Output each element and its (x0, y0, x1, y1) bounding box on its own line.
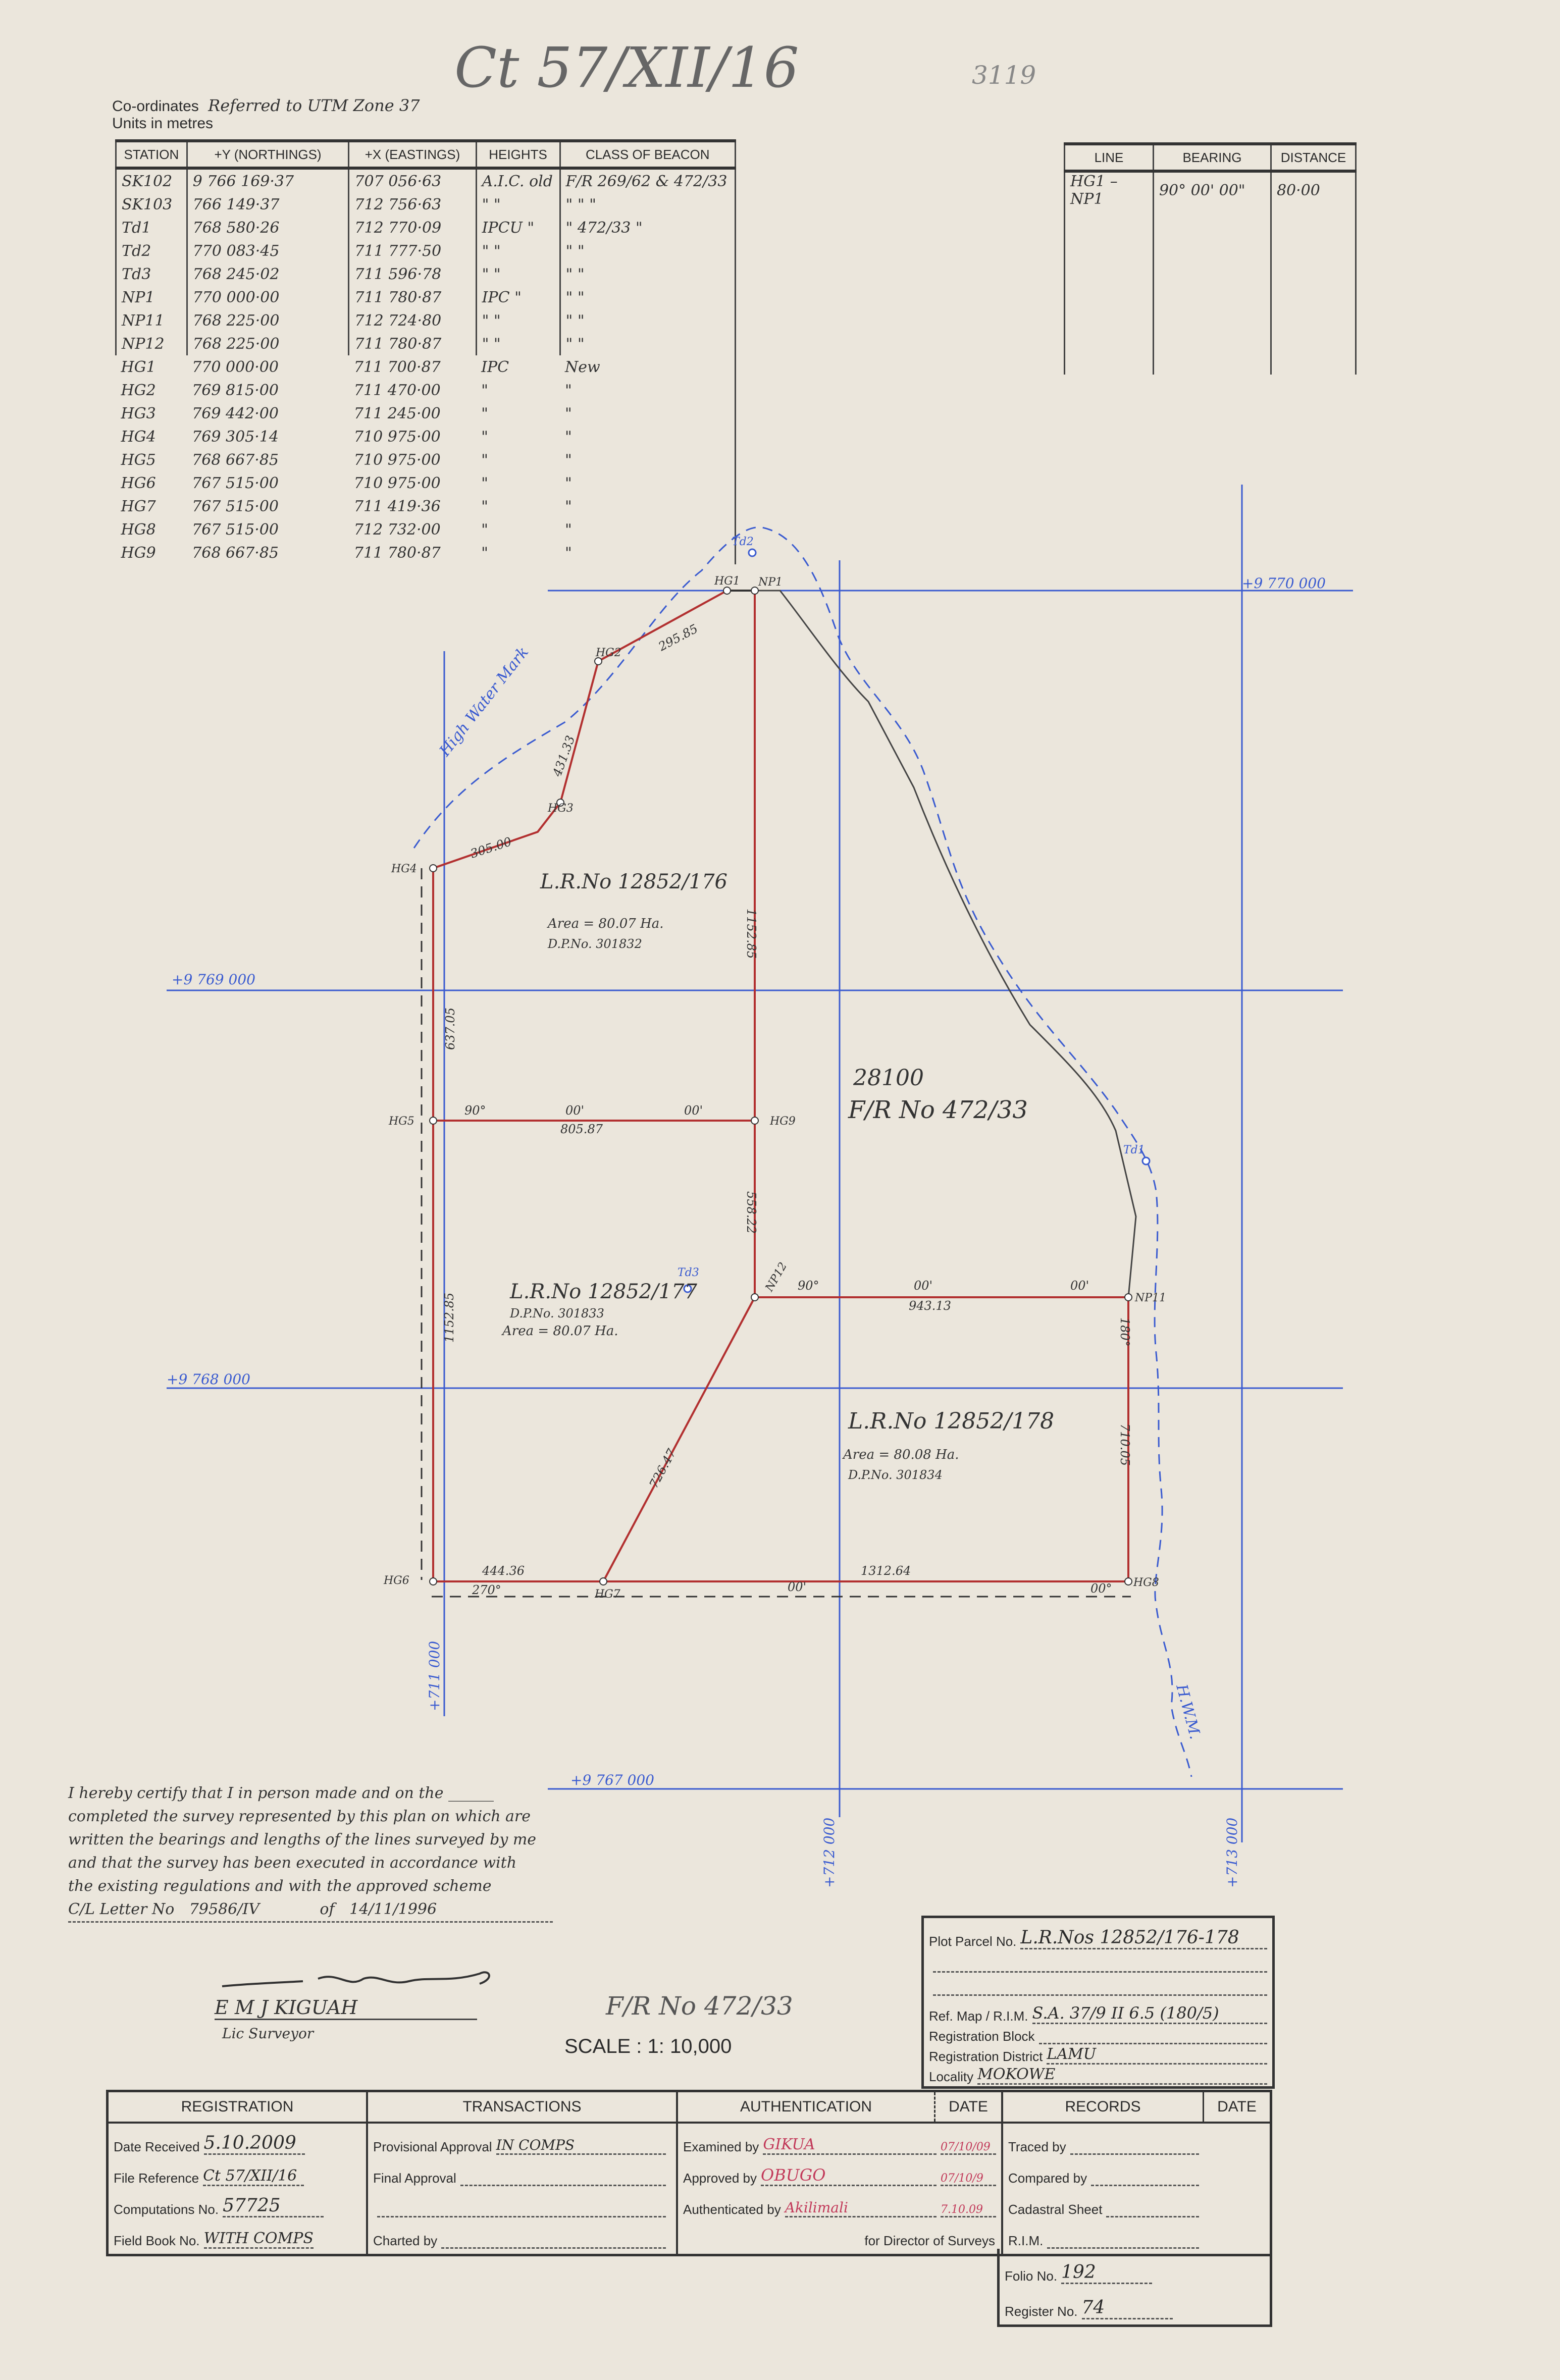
station-cell: NP1 (116, 286, 187, 309)
plan-scale: SCALE : 1: 10,000 (564, 2035, 732, 2057)
authentication-date-title: DATE (934, 2092, 1001, 2122)
compared-row (1003, 2155, 1270, 2186)
charted-value (441, 2247, 666, 2249)
reg-block-label: Registration Block (929, 2029, 1035, 2044)
final-approval-value (460, 2185, 666, 2186)
ref-map-value: S.A. 37/9 II 6.5 (180/5) (1032, 2003, 1268, 2024)
director-row (678, 2217, 1001, 2249)
of-label: of (320, 1900, 335, 1918)
folio-label: Folio No. (1005, 2268, 1058, 2284)
dim-hg2-hg3: 431.33 (550, 733, 578, 779)
coordinates-reference: Referred to UTM Zone 37 (208, 96, 420, 115)
sheet-number: 3119 (972, 61, 1036, 90)
height-cell: " " (476, 332, 560, 355)
station-cell: HG4 (121, 428, 156, 446)
certificate-line-5: the existing regulations and with the approved scheme (68, 1877, 492, 1895)
dashed-boundaries (422, 868, 1131, 1597)
field-book-value: WITH COMPS (204, 2230, 314, 2249)
station-cell: HG5 (121, 451, 156, 469)
provisional-row (368, 2124, 676, 2155)
col-line: LINE (1065, 144, 1154, 171)
date-received-value: 5.10.2009 (204, 2133, 305, 2155)
surveyor-certificate (68, 1782, 583, 1923)
plot-parcel-box (921, 1916, 1275, 2089)
records-date-title: DATE (1203, 2092, 1270, 2122)
beacon-class-cell: " (565, 381, 572, 399)
ref-map-label: Ref. Map / R.I.M. (929, 2008, 1028, 2024)
authentication-section (678, 2092, 1003, 2254)
parent-parcel-fr: F/R No 472/33 (848, 1096, 1028, 1124)
easting-cell: 710 975·00 (353, 451, 441, 469)
grid-lines (167, 485, 1353, 1842)
examined-by: GIKUA (763, 2136, 937, 2155)
plot-parcel-blank-1 (924, 1949, 1272, 1973)
beacon-class-cell: " (565, 428, 572, 446)
station-cell: Td3 (116, 262, 187, 286)
ref-map-row (924, 1996, 1272, 2024)
rim-label: R.I.M. (1008, 2233, 1044, 2248)
beacon-class-cell: " (565, 497, 572, 515)
station-np11 (1125, 1294, 1132, 1301)
label-hg3: HG3 (548, 802, 574, 815)
parcel-176-name: L.R.No 12852/176 (540, 870, 727, 893)
registration-title: REGISTRATION (109, 2092, 366, 2124)
col-station: STATION (116, 141, 187, 168)
final-approval-row (368, 2155, 676, 2186)
beacon-class-cell: " 472/33 " (560, 216, 736, 239)
parcel-176-area: Area = 80.07 Ha. (548, 916, 664, 931)
certificate-line-2: completed the survey represented by this plan on which are (68, 1808, 531, 1825)
examined-label: Examined by (683, 2139, 759, 2154)
easting-cell: 711 596·78 (349, 262, 476, 286)
easting-cell: 711 780·87 (349, 332, 476, 355)
station-td1 (1142, 1157, 1150, 1165)
beacon-class-cell: F/R 269/62 & 472/33 (560, 168, 736, 193)
dim-hg5-hg6: 1152.85 (442, 1292, 456, 1343)
approved-by: OBUGO (761, 2165, 937, 2186)
station-cell: HG1 (121, 358, 156, 376)
plot-parcel-value: L.R.Nos 12852/176-178 (1020, 1927, 1267, 1949)
station-hg5 (430, 1117, 437, 1124)
parent-parcel-boundary (755, 591, 1136, 1297)
height-cell: " (481, 451, 488, 469)
parent-parcel-number: 28100 (853, 1065, 924, 1091)
register-label: Register No. (1005, 2304, 1078, 2319)
folio-register-box (997, 2249, 1272, 2327)
col-northings: +Y (NORTHINGS) (187, 141, 349, 168)
dim-hg7-hg8: 1312.64 (861, 1564, 911, 1578)
northing-cell: 767 515·00 (192, 520, 279, 539)
high-water-mark-label: High Water Mark (436, 643, 533, 760)
northing-cell: 770 083·45 (187, 239, 349, 262)
bottom-block (106, 2090, 1272, 2256)
cl-letter-label: C/L Letter No (68, 1900, 175, 1918)
station-hg6 (430, 1578, 437, 1585)
authenticated-date: 7.10.09 (941, 2203, 996, 2217)
bearing-np12-np11-sec: 00' (1070, 1279, 1089, 1293)
locality-value: MOKOWE (977, 2066, 1267, 2085)
easting-cell: 711 419·36 (353, 497, 441, 515)
northing-cell: 768 245·02 (187, 262, 349, 286)
station-markers (430, 587, 1132, 1585)
traced-label: Traced by (1008, 2139, 1066, 2154)
parcel-177-name: L.R.No 12852/177 (510, 1280, 697, 1303)
col-eastings: +X (EASTINGS) (349, 141, 476, 168)
label-np1: NP1 (758, 576, 783, 589)
grid-label-e712: +712 000 (821, 1817, 838, 1888)
certificate-line-1: I hereby certify that I in person made and on the ______ (68, 1784, 494, 1802)
records-title: RECORDS (1065, 2098, 1141, 2115)
approved-label: Approved by (683, 2171, 757, 2186)
final-approval-label: Final Approval (373, 2171, 456, 2186)
northing-cell: 770 000·00 (187, 286, 349, 309)
parcel-178-deed: D.P.No. 301834 (848, 1468, 943, 1482)
height-cell: " (481, 497, 488, 515)
beacon-class-cell: " " (560, 332, 736, 355)
station-cell: HG6 (121, 474, 156, 492)
line-cell: HG1 – NP1 (1065, 171, 1154, 208)
label-hg4: HG4 (391, 863, 417, 875)
provisional-value: IN COMPS (496, 2137, 666, 2155)
beacon-class-cell: " " (560, 286, 736, 309)
beacon-class-cell: " " (560, 239, 736, 262)
bearing-hg5-hg9-min: 00' (565, 1103, 585, 1118)
certificate-line-4: and that the survey has been executed in accordance with (68, 1854, 517, 1872)
bearing-hg6-hg7: 270° (472, 1583, 501, 1597)
beacon-class-cell: " (565, 520, 572, 539)
height-cell: IPCU " (476, 216, 560, 239)
easting-cell: 712 770·09 (349, 216, 476, 239)
easting-cell: 711 780·87 (353, 544, 441, 562)
label-hg9: HG9 (770, 1115, 796, 1128)
station-cell: Td1 (116, 216, 187, 239)
northing-cell: 769 815·00 (192, 381, 279, 399)
locality-label: Locality (929, 2069, 974, 2084)
bearing-cell: 90° 00' 00" (1153, 171, 1271, 208)
distance-cell: 80·00 (1271, 171, 1356, 208)
label-td3: Td3 (678, 1266, 699, 1279)
director-label: for Director of Surveys (864, 2233, 995, 2248)
beacon-class-cell: New (565, 358, 600, 376)
parcel-177-area: Area = 80.07 Ha. (502, 1324, 618, 1339)
computations-row (109, 2186, 366, 2217)
transactions-section (368, 2092, 678, 2254)
bearing-np12-np11-min: 00' (914, 1279, 933, 1293)
label-hg7: HG7 (595, 1588, 620, 1601)
authenticated-row (678, 2186, 1001, 2217)
register-value: 74 (1082, 2297, 1173, 2319)
station-td2 (749, 549, 756, 556)
col-distance: DISTANCE (1271, 144, 1356, 171)
units-note: Units in metres (112, 115, 214, 132)
northing-cell: 768 225·00 (187, 332, 349, 355)
easting-cell: 711 245·00 (353, 404, 441, 422)
parcel-178-name: L.R.No 12852/178 (848, 1408, 1055, 1434)
coordinates-label: Co-ordinates (112, 98, 199, 115)
examined-row (678, 2124, 1001, 2155)
col-bearing: BEARING (1153, 144, 1271, 171)
label-hg6: HG6 (384, 1574, 409, 1587)
easting-cell: 711 470·00 (353, 381, 441, 399)
dim-hg1-hg2: 295.85 (656, 621, 700, 654)
reg-block-value (1039, 2043, 1267, 2044)
label-hg1: HG1 (714, 575, 740, 588)
northing-cell: 767 515·00 (192, 497, 279, 515)
surveyor-title: Lic Surveyor (222, 2025, 314, 2042)
boundary-np12-hg7 (603, 1297, 755, 1581)
label-hg2: HG2 (596, 647, 621, 659)
height-cell: " (481, 404, 488, 422)
height-cell: IPC (481, 358, 509, 376)
date-received-label: Date Received (114, 2139, 200, 2154)
height-cell: " " (476, 309, 560, 332)
height-cell: " (481, 520, 488, 539)
file-reference-row (109, 2155, 366, 2186)
provisional-label: Provisional Approval (373, 2139, 492, 2154)
beacon-class-cell: " " (560, 262, 736, 286)
height-cell: " (481, 381, 488, 399)
height-cell: IPC " (476, 286, 560, 309)
dim-np12-hg7: 726.47 (646, 1446, 679, 1491)
station-cell: NP12 (116, 332, 187, 355)
register-row (1000, 2284, 1270, 2319)
authenticated-label: Authenticated by (683, 2202, 781, 2217)
beacon-class-cell: " " " (560, 193, 736, 216)
surveyor-name: E M J KIGUAH (215, 1996, 477, 2020)
col-class-of-beacon: CLASS OF BEACON (560, 141, 736, 168)
northing-cell: 9 766 169·37 (187, 168, 349, 193)
height-cell: " (481, 474, 488, 492)
compared-label: Compared by (1008, 2171, 1087, 2186)
station-cell: HG2 (121, 381, 156, 399)
dim-hg5-hg9: 805.87 (560, 1122, 603, 1136)
northing-cell: 770 000·00 (192, 358, 279, 376)
dim-np12-np11: 943.13 (909, 1299, 951, 1313)
reg-district-value: LAMU (1047, 2045, 1267, 2065)
parcel-178-area: Area = 80.08 Ha. (843, 1447, 959, 1462)
parcel-177-deed: D.P.No. 301833 (510, 1306, 604, 1320)
reg-block-row (924, 2024, 1272, 2044)
folio-value: 192 (1061, 2262, 1152, 2284)
easting-cell: 712 732·00 (353, 520, 441, 539)
certificate-line-3: written the bearings and lengths of the lines surveyed by me (68, 1831, 537, 1848)
locality-row (924, 2065, 1272, 2085)
grid-label-n769: +9 769 000 (172, 971, 255, 988)
easting-cell: 707 056·63 (349, 168, 476, 193)
field-book-label: Field Book No. (114, 2233, 200, 2248)
file-reference-label: File Reference (114, 2171, 199, 2186)
station-cell: HG9 (121, 544, 156, 562)
beacon-class-cell: " (565, 451, 572, 469)
northing-cell: 769 442·00 (192, 404, 279, 422)
dim-np11-hg8: 710.05 (1118, 1423, 1132, 1466)
height-cell: " " (476, 193, 560, 216)
label-td1: Td1 (1123, 1144, 1145, 1156)
date-received-row (109, 2124, 366, 2155)
station-cell: SK102 (116, 168, 187, 193)
folio-row (1000, 2249, 1270, 2284)
bearing-np11-hg8: 180° (1118, 1317, 1132, 1347)
bearing-hg8-corner: 00° (1090, 1581, 1112, 1596)
grid-label-e711: +711 000 (426, 1641, 443, 1711)
station-np1 (751, 587, 758, 594)
easting-cell: 711 777·50 (349, 239, 476, 262)
station-hg8 (1125, 1578, 1132, 1585)
easting-cell: 712 724·80 (349, 309, 476, 332)
dim-np1-hg9: 1152.85 (744, 909, 758, 959)
station-cell: NP11 (116, 309, 187, 332)
computations-value: 57725 (223, 2195, 324, 2217)
station-cell: HG3 (121, 404, 156, 422)
height-cell: " (481, 544, 488, 562)
charted-row (368, 2217, 676, 2249)
label-np11: NP11 (1135, 1292, 1167, 1304)
grid-label-n767: +9 767 000 (570, 1772, 654, 1788)
beacon-class-cell: " (565, 404, 572, 422)
northing-cell: 768 225·00 (187, 309, 349, 332)
plan-fr-number: F/R No 472/33 (606, 1991, 793, 2021)
height-cell: " " (476, 262, 560, 286)
approved-row (678, 2155, 1001, 2186)
northing-cell: 768 667·85 (192, 451, 279, 469)
certificate-reference (68, 1898, 553, 1923)
cadastral-row (1003, 2186, 1270, 2217)
authenticated-by: Akilimali (785, 2199, 937, 2217)
rim-row (1003, 2217, 1270, 2249)
bearing-hg7-hg8: 00' (788, 1580, 807, 1594)
easting-cell: 711 780·87 (349, 286, 476, 309)
traced-row (1003, 2124, 1270, 2155)
cl-letter-value: 79586/IV (189, 1900, 259, 1918)
grid-label-n768: +9 768 000 (167, 1371, 250, 1388)
station-hg7 (600, 1578, 607, 1585)
surveyor-signature (217, 1959, 500, 1999)
parcel-176-deed: D.P.No. 301832 (548, 937, 642, 951)
dim-hg4-hg5: 637.05 (443, 1008, 457, 1050)
registration-section (109, 2092, 368, 2254)
approved-date: 07/10/9 (941, 2172, 996, 2186)
charted-label: Charted by (373, 2233, 438, 2248)
file-reference-value: Ct 57/XII/16 (203, 2167, 304, 2186)
label-hg8: HG8 (1133, 1576, 1159, 1589)
station-cell: HG7 (121, 497, 156, 515)
beacon-class-cell: " (565, 474, 572, 492)
label-td2: Td2 (732, 536, 754, 548)
beacon-class-cell: " (565, 544, 572, 562)
bearing-hg5-hg9-deg: 90° (464, 1103, 486, 1118)
grid-label-n770: +9 770 000 (1242, 575, 1326, 592)
label-np12: NP12 (763, 1260, 790, 1294)
reg-district-row (924, 2044, 1272, 2065)
northing-cell: 768 580·26 (187, 216, 349, 239)
cadastral-label: Cadastral Sheet (1008, 2202, 1103, 2217)
records-section (1003, 2092, 1270, 2254)
certificate-date: 14/11/1996 (349, 1900, 437, 1918)
northing-cell: 768 667·85 (192, 544, 279, 562)
file-reference-stamp: Ct 57/XII/16 (454, 35, 799, 100)
dim-hg3-hg4: 305.00 (469, 834, 513, 861)
reg-district-label: Registration District (929, 2049, 1043, 2064)
computations-label: Computations No. (114, 2202, 219, 2217)
easting-cell: 710 975·00 (353, 428, 441, 446)
grid-label-e713: +713 000 (1224, 1817, 1240, 1888)
beacon-class-cell: " " (560, 309, 736, 332)
northing-cell: 766 149·37 (187, 193, 349, 216)
station-hg1 (723, 587, 731, 594)
height-cell: A.I.C. old (476, 168, 560, 193)
bearing-hg5-hg9-sec: 00' (684, 1103, 703, 1118)
plot-parcel-row (924, 1918, 1272, 1949)
easting-cell: 710 975·00 (353, 474, 441, 492)
field-book-row (109, 2217, 366, 2249)
examined-date: 07/10/09 (941, 2141, 996, 2155)
dim-hg9-np12: 558.22 (744, 1191, 758, 1234)
plot-parcel-blank-2 (924, 1973, 1272, 1996)
col-heights: HEIGHTS (476, 141, 560, 168)
transactions-blank-row (368, 2186, 676, 2217)
bearing-np12-np11: 90° (798, 1279, 819, 1293)
station-cell: Td2 (116, 239, 187, 262)
authentication-title: AUTHENTICATION (740, 2098, 872, 2115)
station-hg4 (430, 865, 437, 872)
hwm-label: H.W.M. (1172, 1682, 1204, 1741)
height-cell: " " (476, 239, 560, 262)
height-cell: " (481, 428, 488, 446)
station-cell: HG8 (121, 520, 156, 539)
station-hg9 (751, 1117, 758, 1124)
station-cell: SK103 (116, 193, 187, 216)
dim-hg6-hg7: 444.36 (482, 1564, 525, 1578)
northing-cell: 769 305·14 (192, 428, 279, 446)
easting-cell: 712 756·63 (349, 193, 476, 216)
northing-cell: 767 515·00 (192, 474, 279, 492)
plot-parcel-label: Plot Parcel No. (929, 1934, 1017, 1949)
station-np12 (751, 1294, 758, 1301)
transactions-title: TRANSACTIONS (368, 2092, 676, 2124)
label-hg5: HG5 (389, 1115, 414, 1128)
easting-cell: 711 700·87 (353, 358, 441, 376)
